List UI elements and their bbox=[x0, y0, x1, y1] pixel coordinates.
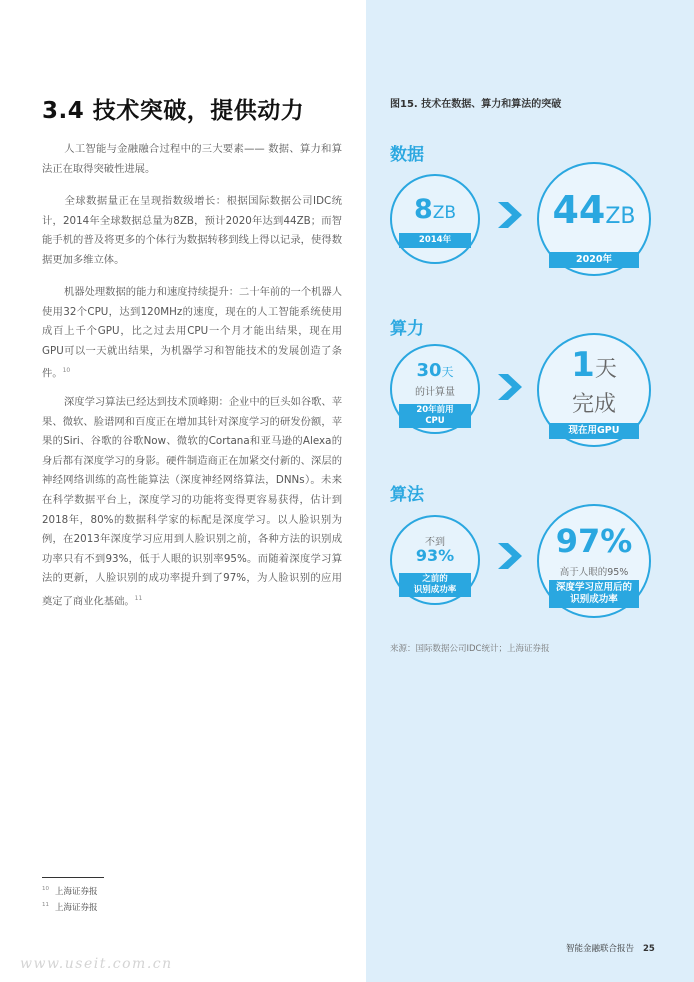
compute-before-unit: 天 bbox=[441, 365, 454, 379]
paragraph-intro-text: 人工智能与金融融合过程中的三大要素—— 数据、算力和算法正在取得突破性进展。 bbox=[42, 143, 342, 175]
footnote-10 bbox=[42, 885, 98, 897]
algorithm-before-label-line1: 之前的 bbox=[422, 574, 448, 584]
compute-before-number: 30 bbox=[416, 360, 442, 381]
data-2014-value bbox=[392, 194, 478, 225]
paragraph-data-text: 全球数据量正在呈现指数级增长：根据国际数据公司IDC统计，2014年全球数据总量为8ZB，预计2020年达到44ZB；而智能手机的普及将更多的个体行为数据转移到线上得以记录，使得数据更加多维立体。 bbox=[42, 195, 342, 266]
compute-before-label bbox=[399, 404, 471, 428]
algorithm-after-label bbox=[549, 580, 639, 608]
data-2020-value bbox=[539, 188, 649, 232]
compute-after-circle bbox=[537, 333, 651, 447]
algorithm-before-circle bbox=[390, 515, 480, 605]
footnote-number: 10 bbox=[42, 886, 49, 893]
section-title: 3.4 技术突破，提供动力 bbox=[42, 98, 305, 124]
figure-source: 来源：国际数据公司IDC统计；上海证券报 bbox=[390, 644, 550, 654]
heading-compute: 算力 bbox=[390, 319, 424, 339]
algorithm-after-label-line2: 识别成功率 bbox=[570, 594, 618, 605]
algorithm-after-label-line1: 深度学习应用后的 bbox=[555, 582, 632, 593]
paragraph-algorithm bbox=[42, 393, 342, 612]
algorithm-after-desc: 高于人眼的95% bbox=[559, 567, 629, 578]
figure-title: 图15. 技术在数据、算力和算法的突破 bbox=[390, 99, 562, 110]
algorithm-after-value: 97% bbox=[555, 522, 633, 560]
compute-before-label-line1: 20年前用 bbox=[416, 405, 454, 415]
data-2014-label: 2014年 bbox=[399, 233, 471, 248]
data-2014-number: 8 bbox=[413, 194, 433, 225]
chevron-right-icon bbox=[496, 543, 522, 569]
paragraph-data bbox=[42, 192, 342, 270]
data-2014-unit: ZB bbox=[432, 203, 457, 223]
algorithm-before-prefix: 不到 bbox=[425, 537, 445, 548]
compute-before-circle bbox=[390, 344, 480, 434]
heading-algorithm: 算法 bbox=[390, 485, 424, 505]
compute-after-desc: 完成 bbox=[571, 392, 616, 417]
data-2020-unit: ZB bbox=[605, 204, 636, 229]
paragraph-compute bbox=[42, 283, 342, 384]
paragraph-algorithm-text: 深度学习算法已经达到技术顶峰期：企业中的巨头如谷歌、苹果、微软、脸谱网和百度正在增加其针对深度学习的研发份额，苹果的Siri、谷歌的谷歌Now、微软的Cortana和亚马逊的Alexa的身后都有深度学习的身影。硬件制造商正在加紧交付新的、深层的神经网络训练的高性能算法（深度神经网络算法，DNNs）。未来在科学数据平台上，深度学习的功能将变得更容易获得，估计到2018年，80%的数据科学家的标配是深度学习。以人脸识别为例，在2013年深度学习应用到人脸识别之前，各种方法的识别成功率只有不到93%，低于人眼的识别率95%。而随着深度学习算法的更新，人脸识别的成功率提升到了97%，为人脸识别的应用奠定了商业化基础。 bbox=[42, 396, 343, 608]
paragraph-compute-text: 机器处理数据的能力和速度持续提升：二十年前的一个机器人使用32个CPU，达到120MHz的速度，现在的人工智能系统使用成百上千个GPU，比之过去用CPU一个月才能出结果，现在用GPU可以一天就出结果，为机器学习和智能技术的发展创造了条件。 bbox=[42, 286, 343, 380]
data-2020-circle bbox=[537, 162, 651, 276]
footnote-divider bbox=[42, 877, 104, 878]
algorithm-before-value: 93% bbox=[415, 546, 455, 565]
chevron-right-icon bbox=[496, 374, 522, 400]
compute-after-value bbox=[539, 345, 649, 385]
algorithm-before-label-line2: 识别成功率 bbox=[413, 585, 457, 595]
paragraph-intro bbox=[42, 140, 342, 179]
watermark: www.useit.com.cn bbox=[20, 956, 173, 972]
data-2020-label: 2020年 bbox=[549, 252, 639, 268]
data-2020-number: 44 bbox=[552, 188, 606, 232]
algorithm-after-circle bbox=[537, 504, 651, 618]
compute-after-label: 现在用GPU bbox=[549, 423, 639, 439]
compute-before-value bbox=[392, 360, 478, 381]
footnote-text: 上海证券报 bbox=[55, 903, 98, 913]
footnote-11 bbox=[42, 901, 98, 913]
compute-after-number: 1 bbox=[571, 345, 595, 385]
footnote-ref-10[interactable]: 10 bbox=[62, 367, 71, 375]
data-2014-circle bbox=[390, 174, 480, 264]
heading-data: 数据 bbox=[390, 145, 424, 165]
report-name: 智能金融联合报告 bbox=[566, 944, 635, 954]
chevron-right-icon bbox=[496, 202, 522, 228]
algorithm-before-label bbox=[399, 573, 471, 597]
footnote-ref-11[interactable]: 11 bbox=[134, 594, 143, 602]
compute-before-desc: 的计算量 bbox=[415, 387, 455, 398]
compute-after-unit: 天 bbox=[594, 357, 617, 382]
page-footer bbox=[566, 942, 655, 954]
compute-before-label-line2: CPU bbox=[425, 416, 445, 426]
footnote-text: 上海证券报 bbox=[55, 887, 98, 897]
page-number: 25 bbox=[643, 944, 655, 954]
footnote-number: 11 bbox=[42, 902, 49, 909]
